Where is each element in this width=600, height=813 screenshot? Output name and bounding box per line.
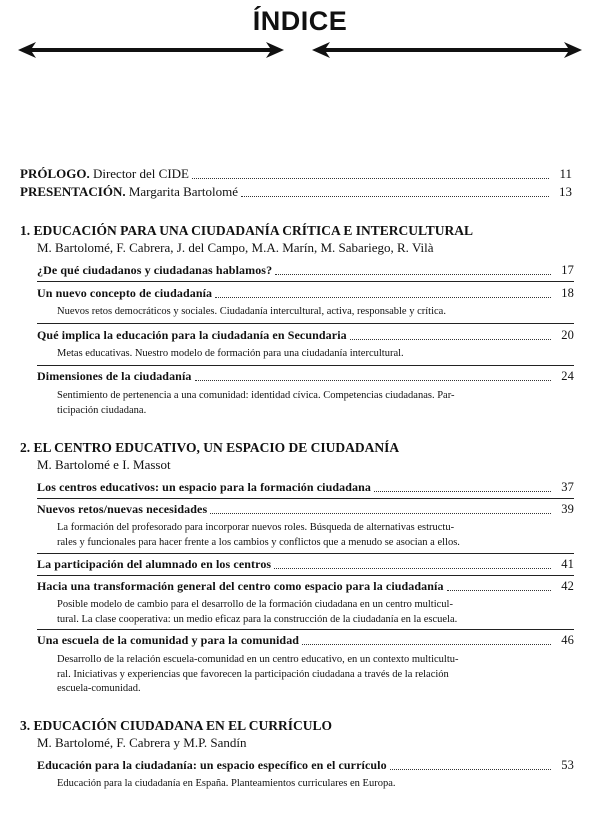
page-number: 46	[561, 633, 574, 647]
divider	[37, 365, 574, 366]
page-number: 11	[559, 166, 572, 181]
leader-dots	[192, 178, 549, 179]
entry-label-bold: PRÓLOGO.	[20, 166, 90, 181]
chapter-title[interactable]: 1. EDUCACIÓN PARA UNA CIUDADANÍA CRÍTICA E INTERCULTURAL	[20, 223, 474, 238]
double-arrow-left-icon	[18, 40, 284, 60]
toc-section[interactable]: Una escuela de la comunidad y para la comunidad 46	[37, 633, 574, 647]
section-description: Educación para la ciudadanía en España. Planteamientos curriculares en Europa.	[57, 778, 396, 789]
divider	[37, 553, 574, 554]
page-number: 42	[561, 579, 574, 593]
leader-dots	[195, 380, 552, 381]
page-number: 41	[561, 557, 574, 571]
divider	[37, 281, 574, 282]
section-description: Posible modelo de cambio para el desarrollo de la formación ciudadana en un centro multicul- tural. La clase cooperativa: un medio eficaz para la construcción de la ciudadanía en la escuela.	[57, 599, 458, 625]
toc-section[interactable]: Hacia una transformación general del centro como espacio para la ciudadanía 42	[37, 579, 574, 593]
divider	[37, 629, 574, 630]
section-description: Desarrollo de la relación escuela-comunidad en un centro educativo, en un contexto multicultu- ral. Iniciativas y experiencias que favorecen la participación ciudadana a través de la relación escuela-comunidad.	[57, 654, 459, 694]
leader-dots	[275, 274, 551, 275]
toc-section[interactable]: ¿De qué ciudadanos y ciudadanas hablamos? 17	[37, 263, 574, 277]
leader-dots	[350, 339, 551, 340]
page-number: 24	[561, 369, 574, 383]
toc-section[interactable]: Los centros educativos: un espacio para la formación ciudadana 37	[37, 480, 574, 494]
toc-section[interactable]: Nuevos retos/nuevas necesidades 39	[37, 502, 574, 516]
toc-section[interactable]: Dimensiones de la ciudadanía 24	[37, 369, 574, 383]
section-description: Sentimiento de pertenencia a una comunidad: identidad cívica. Competencias ciudadanas. Par- ticipación ciudadana.	[57, 390, 455, 416]
chapter-title[interactable]: 3. EDUCACIÓN CIUDADANA EN EL CURRÍCULO	[20, 718, 333, 733]
page-number: 39	[561, 502, 574, 516]
page-number: 53	[561, 758, 574, 772]
divider	[37, 323, 574, 324]
toc-section[interactable]: Educación para la ciudadanía: un espacio específico en el currículo 53	[37, 758, 574, 772]
section-description: Metas educativas. Nuestro modelo de formación para una ciudadanía intercultural.	[57, 348, 404, 359]
toc-section[interactable]: Un nuevo concepto de ciudadanía 18	[37, 286, 574, 300]
page-title: ÍNDICE	[252, 6, 348, 36]
toc-entry-prologo[interactable]	[20, 166, 572, 182]
leader-dots	[302, 644, 551, 645]
section-description: Nuevos retos democráticos y sociales. Ciudadanía intercultural, activa, responsable y crítica.	[57, 306, 446, 317]
double-arrow-right-icon	[312, 40, 582, 60]
page-number: 20	[561, 328, 574, 342]
leader-dots	[215, 297, 551, 298]
leader-dots	[274, 568, 551, 569]
page-number: 13	[559, 184, 572, 199]
divider	[37, 575, 574, 576]
page-number: 17	[561, 263, 574, 277]
section-description: La formación del profesorado para incorporar nuevos roles. Búsqueda de alternativas estructu- rales y funcionales para hacer frente a los cambios y conflictos que a menudo se asocian a ellos.	[57, 522, 460, 548]
leader-dots	[447, 590, 551, 591]
leader-dots	[390, 769, 551, 770]
entry-label: Director del CIDE	[89, 166, 189, 181]
entry-label: Margarita Bartolomé	[125, 184, 238, 199]
leader-dots	[374, 491, 551, 492]
chapter-title[interactable]: 2. EL CENTRO EDUCATIVO, UN ESPACIO DE CIUDADANÍA	[20, 440, 400, 455]
chapter-authors: M. Bartolomé, F. Cabrera, J. del Campo, M.A. Marín, M. Sabariego, R. Vilà	[37, 240, 434, 255]
divider	[37, 498, 574, 499]
toc-section[interactable]: La participación del alumnado en los centros 41	[37, 557, 574, 571]
entry-label-bold: PRESENTACIÓN.	[20, 184, 126, 199]
leader-dots	[241, 196, 549, 197]
chapter-authors: M. Bartolomé, F. Cabrera y M.P. Sandín	[37, 735, 247, 750]
chapter-authors: M. Bartolomé e I. Massot	[37, 457, 171, 472]
toc-section[interactable]: Qué implica la educación para la ciudadanía en Secundaria 20	[37, 328, 574, 342]
leader-dots	[210, 513, 551, 514]
toc-entry-presentacion[interactable]	[20, 184, 572, 200]
page-number: 18	[561, 286, 574, 300]
page-number: 37	[561, 480, 574, 494]
